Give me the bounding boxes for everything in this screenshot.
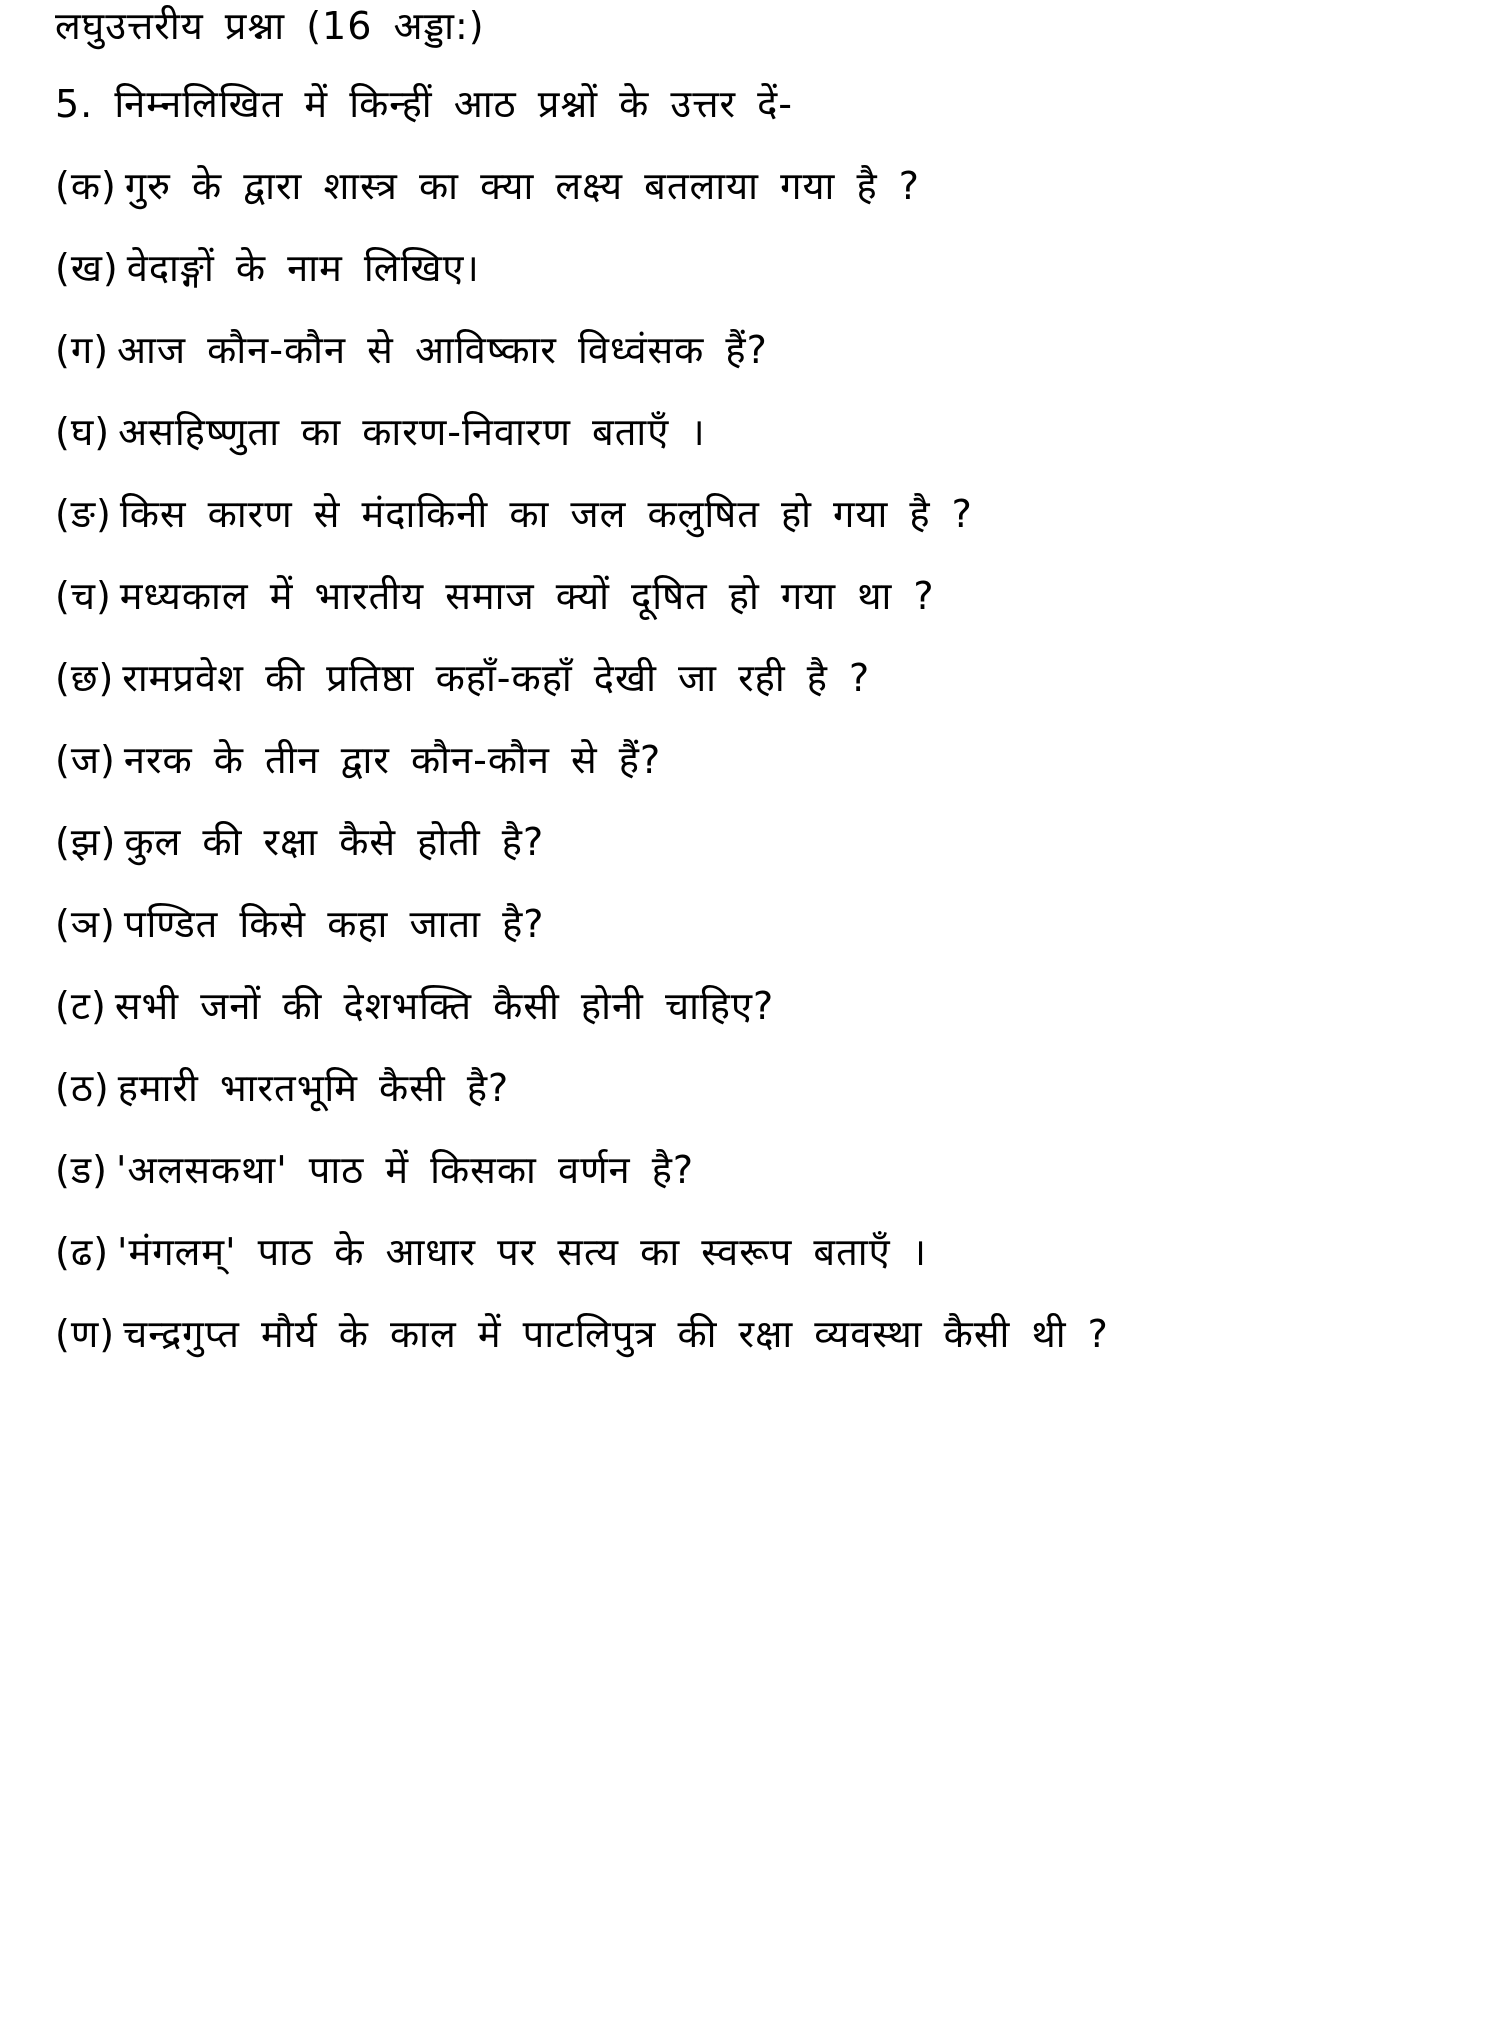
question-label: (ड)	[55, 1148, 108, 1192]
question-label: (ण)	[55, 1312, 116, 1356]
question-item	[55, 982, 774, 1030]
question-text: सभी जनों की देशभक्ति कैसी होनी चाहिए?	[114, 984, 775, 1028]
question-label: (ङ)	[55, 492, 112, 536]
question-text: रामप्रवेश की प्रतिष्ठा कहाँ-कहाँ देखी जा रही है ?	[122, 656, 871, 700]
question-label: (छ)	[55, 656, 115, 700]
question-text: आज कौन-कौन से आविष्कार विध्वंसक हैं?	[117, 328, 768, 372]
question-label: (ञ)	[55, 902, 116, 946]
question-label: (ट)	[55, 984, 107, 1028]
question-label: (घ)	[55, 410, 111, 454]
question-label: (च)	[55, 574, 112, 618]
question-text: गुरु के द्वारा शास्त्र का क्या लक्ष्य बतलाया गया है ?	[124, 164, 920, 208]
question-label: (क)	[55, 164, 117, 208]
question-item	[55, 900, 544, 948]
instruction-text: 5. निम्नलिखित में किन्हीं आठ प्रश्नों के उत्तर दें-	[55, 82, 793, 126]
question-item	[55, 654, 870, 702]
section-heading: लघुउत्तरीय प्रश्ना (16 अड्डा:)	[55, 4, 485, 48]
question-text: हमारी भारतभूमि कैसी है?	[117, 1066, 510, 1110]
question-text: असहिष्णुता का कारण-निवारण बताएँ ।	[118, 410, 706, 454]
question-item	[55, 408, 706, 456]
question-text: 'मंगलम्' पाठ के आधार पर सत्य का स्वरूप बताएँ ।	[117, 1230, 928, 1274]
question-label: (झ)	[55, 820, 117, 864]
question-label: (ख)	[55, 246, 119, 290]
question-item	[55, 736, 661, 784]
question-label: (ग)	[55, 328, 110, 372]
question-item	[55, 1146, 694, 1194]
question-label: (ढ)	[55, 1230, 110, 1274]
question-text: किस कारण से मंदाकिनी का जल कलुषित हो गया है ?	[119, 492, 973, 536]
question-text: कुल की रक्षा कैसे होती है?	[124, 820, 545, 864]
question-item	[55, 1064, 509, 1112]
question-item	[55, 818, 544, 866]
question-text: मध्यकाल में भारतीय समाज क्यों दूषित हो गया था ?	[119, 574, 935, 618]
question-text: चन्द्रगुप्त मौर्य के काल में पाटलिपुत्र की रक्षा व्यवस्था कैसी थी ?	[123, 1312, 1109, 1356]
question-text: वेदाङ्गों के नाम लिखिए।	[126, 246, 480, 290]
question-item	[55, 1310, 1109, 1358]
question-item	[55, 1228, 927, 1276]
question-item	[55, 162, 920, 210]
question-item	[55, 490, 973, 538]
question-label: (ज)	[55, 738, 116, 782]
question-text: नरक के तीन द्वार कौन-कौन से हैं?	[123, 738, 662, 782]
question-label: (ठ)	[55, 1066, 110, 1110]
question-item	[55, 572, 935, 620]
question-text: पण्डित किसे कहा जाता है?	[123, 902, 545, 946]
question-item	[55, 244, 480, 292]
question-item	[55, 326, 768, 374]
question-text: 'अलसकथा' पाठ में किसका वर्णन है?	[115, 1148, 695, 1192]
